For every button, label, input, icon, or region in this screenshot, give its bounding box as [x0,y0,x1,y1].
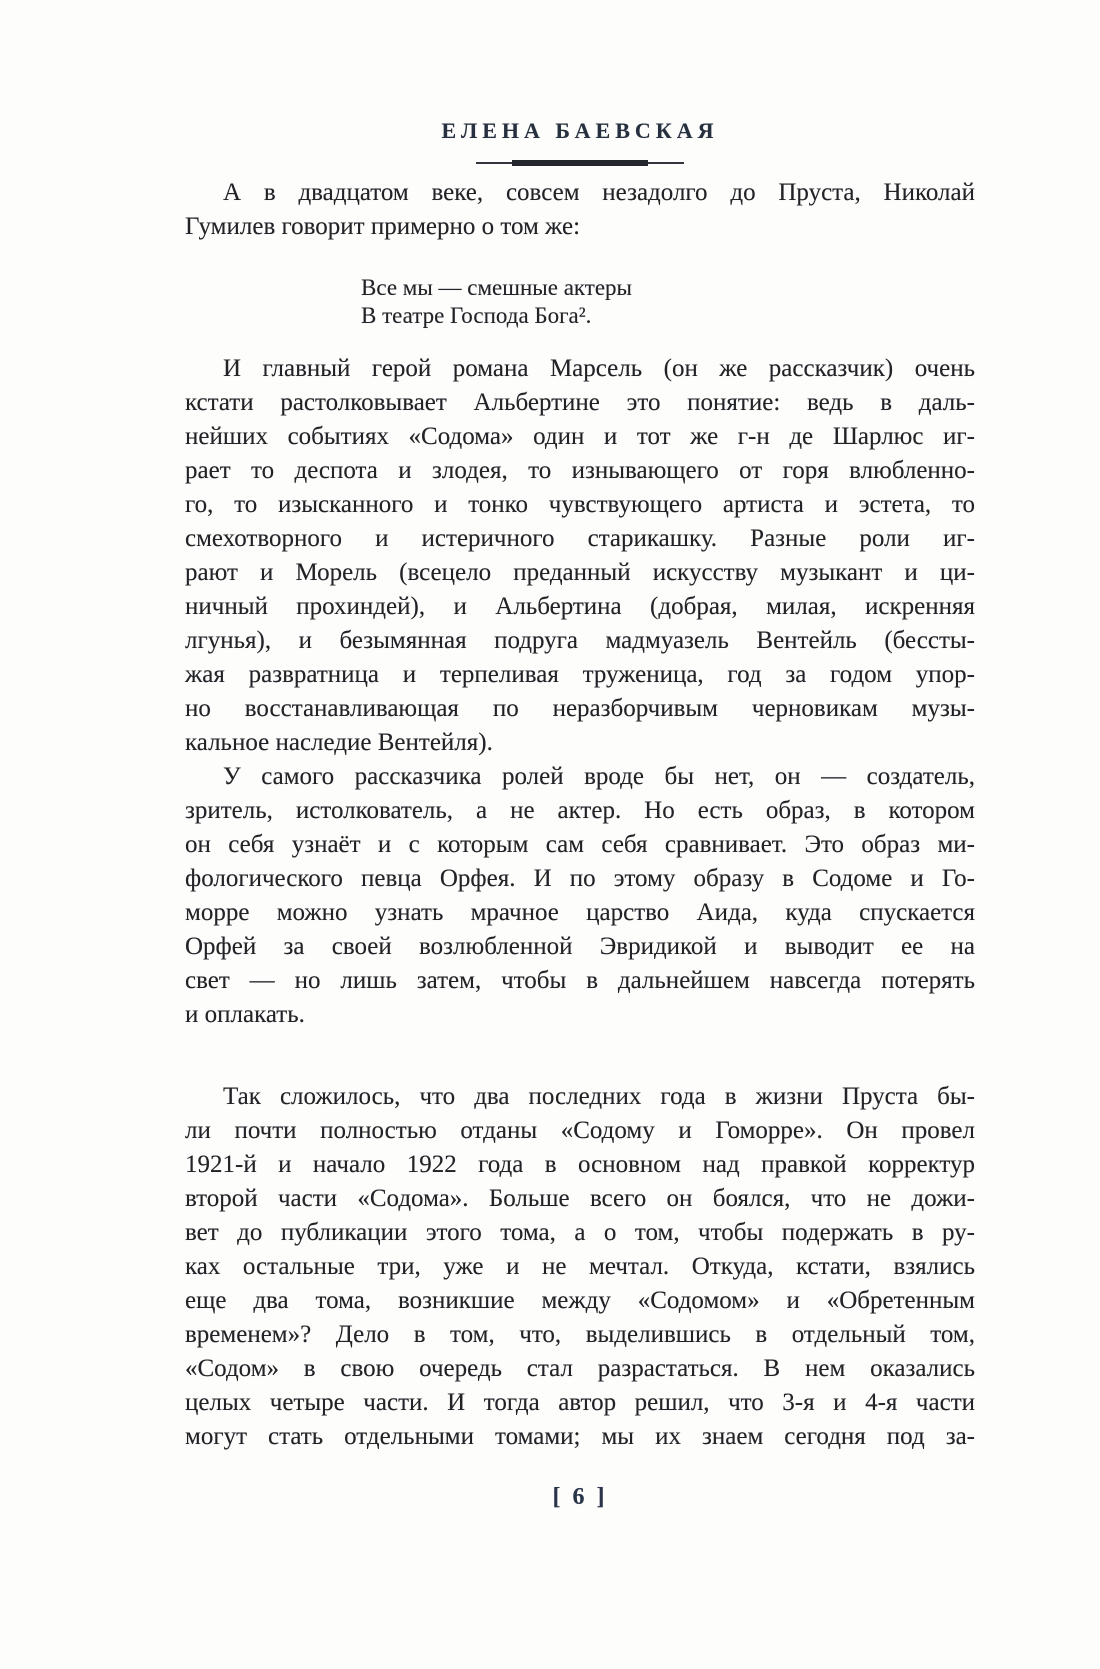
text-line: рают и Морель (всецело преданный искусству музыкант и ци- [185,559,975,586]
text-line: временем»? Дело в том, что, выделившись в отдельный том, [185,1321,975,1348]
text-line: фологического певца Орфея. И по этому образу в Содоме и Го- [185,865,975,892]
verse-line: В театре Господа Бога². [361,303,592,328]
text-line: он себя узнаёт и с которым сам себя сравнивает. Это образ ми- [185,831,975,858]
text-line: и оплакать. [185,1001,305,1028]
text-line: У самого рассказчика ролей вроде бы нет, он — создатель, [223,763,975,790]
text-line: ках остальные три, уже и не мечтал. Откуда, кстати, взялись [185,1253,975,1280]
page-number: [ 6 ] [552,1484,608,1510]
ornament-rule [476,160,684,166]
verse-block [361,274,975,330]
text-line: Так сложилось, что два последних года в жизни Пруста бы- [223,1083,975,1110]
text-line: рает то деспота и злодея, то изнывающего от горя влюбленно- [185,457,975,484]
verse-line: Все мы — смешные актеры [361,275,632,300]
text-line: кстати растолковывает Альбертине это понятие: ведь в даль- [185,389,975,416]
text-line: Гумилев говорит примерно о том же: [185,213,581,240]
paragraph [185,760,975,1032]
text-line: целых четыре части. И тогда автор решил, что 3-я и 4-я части [185,1389,975,1416]
text-line: лгунья), и безымянная подруга мадмуазель Вентейль (бессты- [185,627,975,654]
text-line: ничный прохиндей), и Альбертина (добрая, милая, искренняя [185,593,975,620]
running-head-author: ЕЛЕНА БАЕВСКАЯ [441,118,719,143]
paragraph [185,352,975,760]
text-line: но восстанавливающая по неразборчивым черновикам музы- [185,695,975,722]
text-line: морре можно узнать мрачное царство Аида, куда спускается [185,899,975,926]
text-line: второй части «Содома». Больше всего он боялся, что не дожи- [185,1185,975,1212]
paragraph [185,176,975,244]
text-line: могут стать отдельными томами; мы их знаем сегодня под за- [185,1423,975,1450]
text-line: нейших событиях «Содома» один и тот же г-н де Шарлюс иг- [185,423,975,450]
paragraph [185,1080,975,1454]
text-line: кальное наследие Вентейля). [185,729,493,756]
text-line: 1921-й и начало 1922 года в основном над правкой корректур [185,1151,975,1178]
text-line: А в двадцатом веке, совсем незадолго до Пруста, Николай [223,179,975,206]
text-line: И главный герой романа Марсель (он же рассказчик) очень [223,355,975,382]
rule-thick-line [512,160,648,166]
text-line: го, то изысканного и тонко чувствующего артиста и эстета, то [185,491,975,518]
text-line: «Содом» в свою очередь стал разрастаться. В нем оказались [185,1355,975,1382]
text-line: ли почти полностью отданы «Содому и Гоморре». Он провел [185,1117,975,1144]
text-line: вет до публикации этого тома, а о том, чтобы подержать в ру- [185,1219,975,1246]
page-header [185,118,975,166]
text-line: свет — но лишь затем, чтобы в дальнейшем навсегда потерять [185,967,975,994]
text-line: зритель, истолкователь, а не актер. Но есть образ, в котором [185,797,975,824]
text-line: смехотворного и истеричного старикашку. Разные роли иг- [185,525,975,552]
text-line: Орфей за своей возлюбленной Эвридикой и выводит ее на [185,933,975,960]
text-body [185,176,975,1454]
text-line: жая развратница и терпеливая труженица, год за годом упор- [185,661,975,688]
page-footer [185,1482,975,1512]
text-line: еще два тома, возникшие между «Содомом» и «Обретенным [185,1287,975,1314]
